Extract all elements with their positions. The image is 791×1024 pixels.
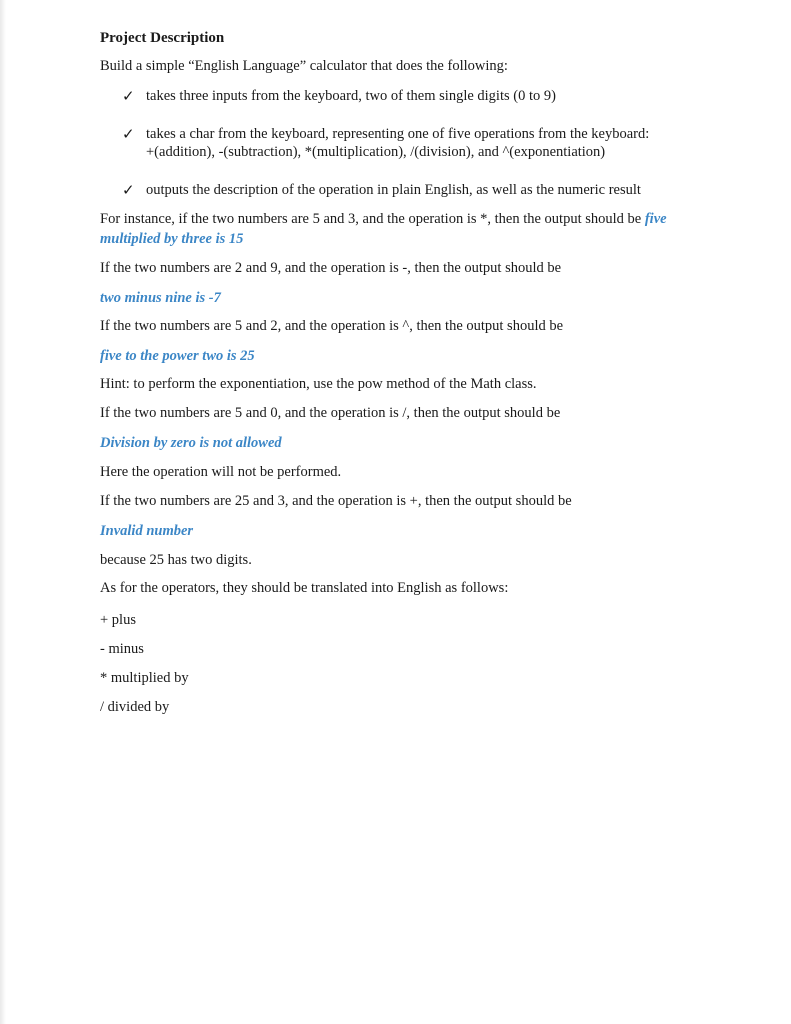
example-output: five [644,211,667,227]
example-output: multiplied by three is 15 [100,231,244,247]
bullet-text-cont: +(addition), -(subtraction), *(multiplication), /(division), and ^(exponentiation) [146,144,606,160]
checkmark-icon: ✓ [122,181,135,199]
example-output: two minus nine is -7 [100,290,221,306]
operator-item: + plus [100,612,136,628]
operator-item: - minus [100,641,144,657]
example-text: If the two numbers are 5 and 2, and the operation is ^, then the output should be [100,318,564,334]
bullet-text: takes three inputs from the keyboard, two of them single digits (0 to 9) [146,88,556,104]
example-output: five to the power two is 25 [100,348,255,364]
page-title: Project Description [100,30,225,46]
note-text: because 25 has two digits. [100,552,252,568]
example-text: If the two numbers are 25 and 3, and the operation is +, then the output should be [100,493,572,509]
example-text [100,210,667,228]
bullet-text: outputs the description of the operation in plain English, as well as the numeric result [146,182,641,198]
intro-text: Build a simple “English Language” calculator that does the following: [100,58,508,74]
hint-text: Hint: to perform the exponentiation, use the pow method of the Math class. [100,376,537,392]
checkmark-icon: ✓ [122,125,135,143]
operators-intro: As for the operators, they should be translated into English as follows: [100,580,509,596]
scan-shadow [0,0,6,1024]
note-text: Here the operation will not be performed. [100,464,342,480]
operator-item: * multiplied by [100,670,189,686]
example-output: Division by zero is not allowed [100,435,282,451]
example-text: If the two numbers are 2 and 9, and the operation is -, then the output should be [100,260,562,276]
example-output: Invalid number [100,523,194,539]
checkmark-icon: ✓ [122,87,135,105]
example-prompt: For instance, if the two numbers are 5 and 3, and the operation is *, then the output should be [100,211,642,227]
operator-item: / divided by [100,699,170,715]
bullet-text: takes a char from the keyboard, representing one of five operations from the keyboard: [146,126,650,142]
example-text: If the two numbers are 5 and 0, and the operation is /, then the output should be [100,405,561,421]
